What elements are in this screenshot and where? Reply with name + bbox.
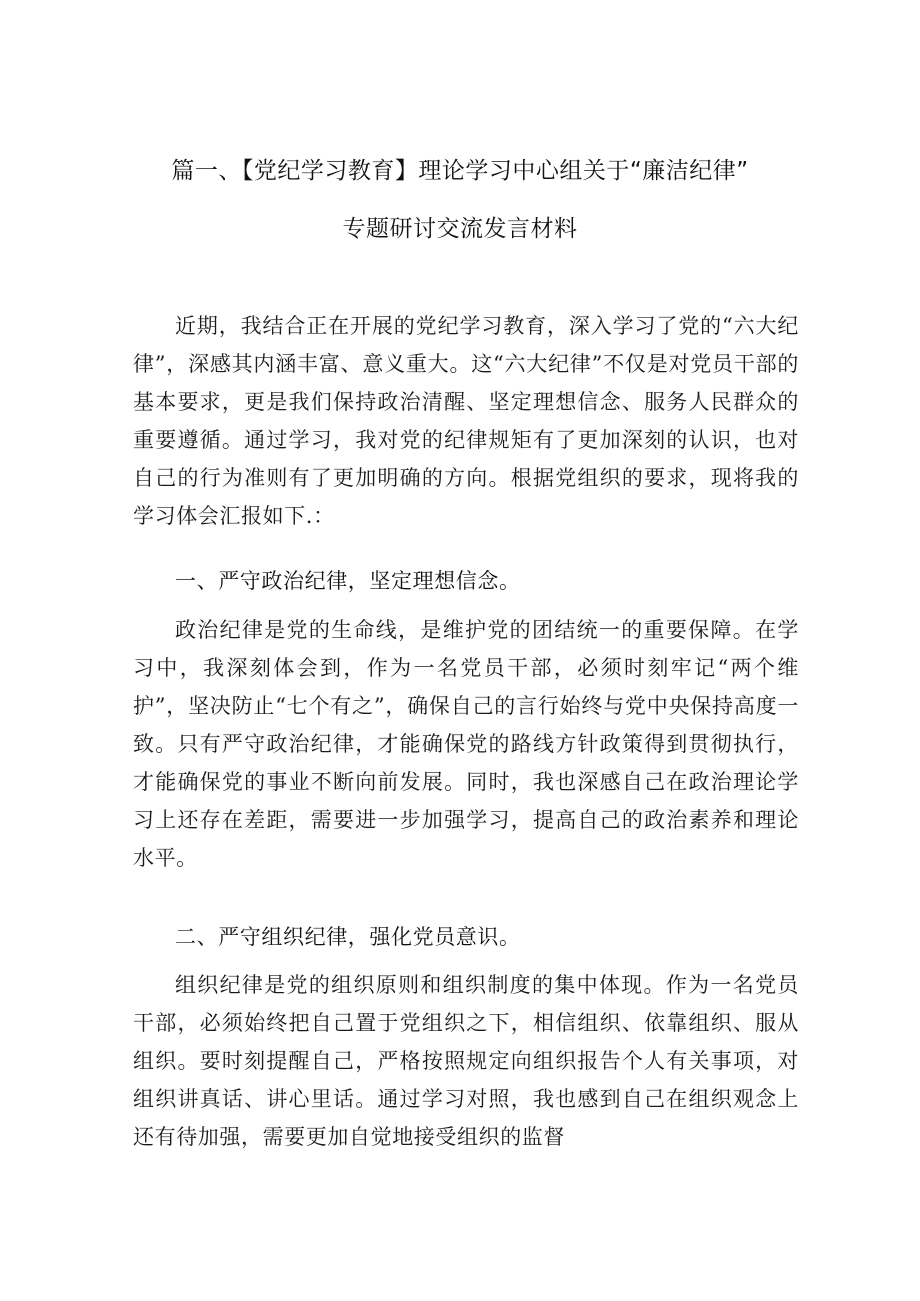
section-2-heading: 二、严守组织纪律，强化党员意识。 — [175, 925, 521, 949]
section-1-body-block — [133, 611, 799, 877]
section-1-paragraph: 政治纪律是党的生命线，是维护党的团结统一的重要保障。在学习中，我深刻体会到，作为一名党员干部，必须时刻牢记“两个维护”，坚决防止“七个有之”，确保自己的言行始终与党中央保持高度一致。只有严守政治纪律，才能确保党的路线方针政策得到贯彻执行，才能确保党的事业不断向前发展。同时，我也深感自己在政治理论学习上还存在差距，需要进一步加强学习，提高自己的政治素养和理论水平。 — [133, 618, 799, 870]
section-1-heading: 一、严守政治纪律，坚定理想信念。 — [175, 569, 521, 593]
intro-paragraph: 近期，我结合正在开展的党纪学习教育，深入学习了党的“六大纪律”，深感其内涵丰富、意义重大。这“六大纪律”不仅是对党员干部的基本要求，更是我们保持政治清醒、坚定理想信念、服务人民群众的重要遵循。通过学习，我对党的纪律规矩有了更加深刻的认识，也对自己的行为准则有了更加明确的方向。根据党组织的要求，现将我的学习体会汇报如下.： — [133, 314, 799, 528]
section-1-heading-block — [133, 562, 799, 600]
document-title-line-2: 专题研讨交流发言材料 — [342, 216, 578, 242]
section-2-paragraph: 组织纪律是党的组织原则和组织制度的集中体现。作为一名党员干部，必须始终把自己置于党组织之下，相信组织、依靠组织、服从组织。要时刻提醒自己，严格按照规定向组织报告个人有关事项，对组织讲真话、讲心里话。通过学习对照，我也感到自己在组织观念上还有待加强，需要更加自觉地接受组织的监督 — [133, 973, 799, 1149]
section-2-heading-block — [133, 918, 799, 956]
section-2-body-block — [133, 966, 799, 1156]
intro-paragraph-block — [133, 307, 799, 535]
document-title-line-1: 篇一、【党纪学习教育】理论学习中心组关于“廉洁纪律” — [171, 158, 749, 184]
